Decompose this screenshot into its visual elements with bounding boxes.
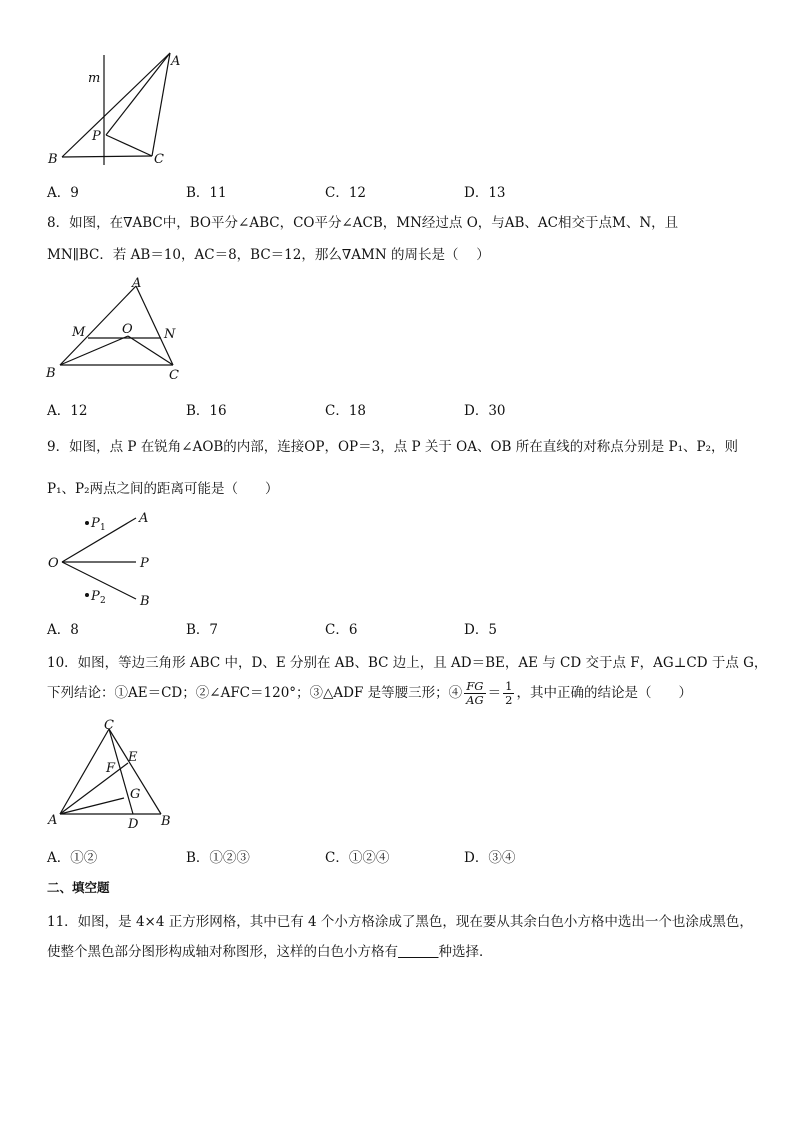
q8-label-O: O <box>122 322 133 337</box>
q10-label-A: A <box>48 813 58 828</box>
q11-question-line1: 11．如图，是 4×4 正方形网格，其中已有 4 个小方格涂成了黑色，现在要从其余白色小方格中选出一个也涂成黑色， <box>47 914 753 930</box>
q8-label-M: M <box>72 325 86 340</box>
q10-label-F: F <box>106 761 116 776</box>
q8-label-B: B <box>46 366 56 381</box>
q8-option-d[interactable]: D．30 <box>464 403 506 419</box>
q10-label-E: E <box>128 750 138 765</box>
q11-question-tail: 种选择． <box>438 944 493 960</box>
q8-label-A: A <box>132 276 142 291</box>
q9-label-P: P <box>140 556 149 571</box>
q10-question-tail: ，其中正确的结论是（ ） <box>516 685 692 701</box>
q8-label-C: C <box>169 368 179 383</box>
q9-figure <box>40 505 170 610</box>
q10-option-c[interactable]: C．①②④ <box>325 850 390 866</box>
q7-label-B: B <box>48 152 58 167</box>
section-title-fill-in: 二、填空题 <box>47 880 110 895</box>
q9-question-line1: 9．如图，点 P 在锐角∠AOB的内部，连接OP，OP＝3，点 P 关于 OA、OB 所在直线的对称点分别是 P₁、P₂，则 <box>47 439 739 455</box>
q10-fraction-fg-ag <box>464 680 486 707</box>
q10-question-line1: 10．如图，等边三角形 ABC 中，D、E 分别在 AB、BC 边上，且 AD＝BE，AE 与 CD 交于点 F，AG⊥CD 于点 G， <box>47 655 768 671</box>
q8-option-b[interactable]: B．16 <box>186 403 227 419</box>
q7-label-m: m <box>88 71 101 86</box>
q8-question-line1: 8．如图，在∇ABC中，BO平分∠ABC，CO平分∠ACB，MN经过点 O，与AB、AC相交于点M、N，且 <box>47 215 679 231</box>
q10-label-B: B <box>161 814 171 829</box>
q11-question-text: 使整个黑色部分图形构成轴对称图形，这样的白色小方格有 <box>47 944 398 960</box>
q7-option-b[interactable]: B．11 <box>186 185 227 201</box>
q10-label-C: C <box>104 718 114 733</box>
q7-figure <box>40 45 200 170</box>
q9-label-P1: P <box>91 516 100 531</box>
q7-label-A: A <box>171 54 181 69</box>
q10-equals: ＝ <box>487 685 502 701</box>
q9-label-O: O <box>48 556 59 571</box>
q7-option-a[interactable]: A．9 <box>47 185 79 201</box>
q11-answer-blank[interactable] <box>398 944 439 960</box>
q8-question-line2: MN∥BC．若 AB＝10，AC＝8，BC＝12，那么∇AMN 的周长是（ ） <box>47 247 490 263</box>
q7-option-c[interactable]: C．12 <box>325 185 367 201</box>
q7-label-C: C <box>154 152 164 167</box>
q10-option-d[interactable]: D．③④ <box>464 850 516 866</box>
q8-label-N: N <box>164 327 176 342</box>
q9-label-P1-sub: 1 <box>100 523 106 533</box>
q10-option-a[interactable]: A．①② <box>47 850 98 866</box>
q8-figure <box>40 272 200 384</box>
q9-option-d[interactable]: D．5 <box>464 622 497 638</box>
q11-question-line2 <box>47 940 493 960</box>
q10-label-D: D <box>128 817 139 832</box>
q10-question-line2 <box>47 678 692 708</box>
q10-half-numerator: 1 <box>505 679 513 693</box>
q10-conclusions-text: 下列结论：①AE＝CD；②∠AFC＝120°；③△ADF 是等腰三形；④ <box>47 685 463 701</box>
q9-label-P2-sub: 2 <box>100 596 106 606</box>
q9-label-A: A <box>139 511 149 526</box>
q9-option-c[interactable]: C．6 <box>325 622 358 638</box>
q10-fraction-denominator: AG <box>466 693 484 707</box>
q10-half-denominator: 2 <box>505 693 513 707</box>
q8-option-a[interactable]: A．12 <box>47 403 88 419</box>
q9-question-line2: P₁、P₂两点之间的距离可能是（ ） <box>47 481 279 497</box>
q7-label-P: P <box>92 129 101 144</box>
q9-label-P2: P <box>91 589 100 604</box>
q9-option-a[interactable]: A．8 <box>47 622 79 638</box>
q10-figure <box>40 715 190 833</box>
q9-label-B: B <box>140 594 150 609</box>
q10-fraction-half <box>503 680 514 707</box>
q8-option-c[interactable]: C．18 <box>325 403 367 419</box>
q10-fraction-numerator: FG <box>464 680 486 694</box>
q10-option-b[interactable]: B．①②③ <box>186 850 250 866</box>
q7-option-d[interactable]: D．13 <box>464 185 506 201</box>
q9-option-b[interactable]: B．7 <box>186 622 219 638</box>
q10-label-G: G <box>130 787 141 802</box>
